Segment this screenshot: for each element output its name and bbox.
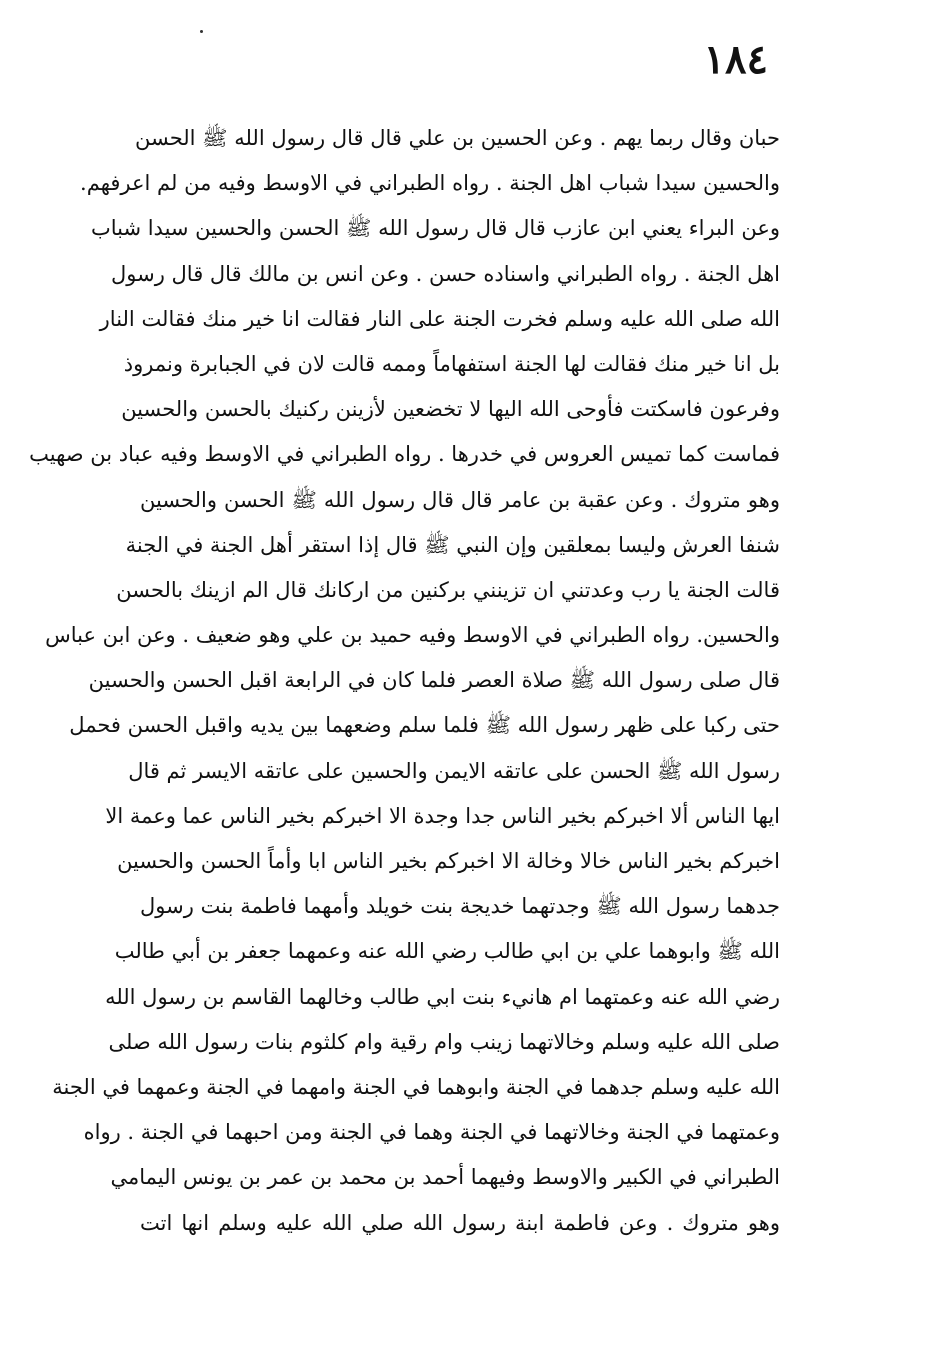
text-line: جدهما رسول الله ﷺ وجدتهما خديجة بنت خويلد وأمهما فاطمة بنت رسول (140, 894, 780, 919)
text-line: صلى الله عليه وسلم وخالاتهما زينب وام رقية وام كلثوم بنات رسول الله صلى (108, 1029, 780, 1054)
text-line: رسول الله ﷺ الحسن على عاتقه الايمن والحسين على عاتقه الايسر ثم قال (128, 758, 780, 783)
text-line: وعن البراء يعني ابن عازب قال قال رسول الله ﷺ الحسن والحسين سيدا شباب (90, 216, 780, 241)
text-line: الله ﷺ وابوهما علي بن ابي طالب رضي الله عنه وعمهما جعفر بن أبي طالب (114, 939, 780, 964)
text-line: بل انا خير منك فقالت لها الجنة استفهاماً وممه قالت لان في الجبابرة ونمروذ (123, 351, 780, 376)
text-line: والحسين. رواه الطبراني في الاوسط وفيه حميد بن علي وهو ضعيف . وعن ابن عباس (45, 623, 780, 648)
page-number: ١٨٤ (703, 36, 768, 83)
text-line: وهو متروك . وعن فاطمة ابنة رسول الله صلي الله عليه وسلم انها اتت (140, 1210, 780, 1235)
text-line: رضي الله عنه وعمتهما ام هانيء بنت ابي طالب وخالهما القاسم بن رسول الله (105, 984, 780, 1009)
text-line: ايها الناس ألا اخبركم بخير الناس جدا وجدة الا اخبركم بخير الناس عما وعمة الا (105, 803, 780, 828)
text-line: قالت الجنة يا رب وعدتني ان تزينني بركنين من اركانك قال الم ازينك بالحسن (116, 577, 780, 602)
text-line: حتى ركبا على ظهر رسول الله ﷺ فلما سلم وضعهما بين يديه واقبل الحسن فحمل (69, 713, 780, 738)
text-line: الله صلى الله عليه وسلم فخرت الجنة على النار فقالت انا خير منك فقالت النار (99, 306, 780, 331)
text-line: حبان وقال ربما يهم . وعن الحسين بن علي قال قال رسول الله ﷺ الحسن (134, 126, 780, 150)
text-line: وهو متروك . وعن عقبة بن عامر قال قال رسول الله ﷺ الحسن والحسين (140, 487, 780, 512)
text-line: الله عليه وسلم جدهما في الجنة وابوهما في الجنة وامهما في الجنة وعمهما في الجنة (52, 1074, 780, 1099)
text-line: اخبركم بخير الناس خالا وخالة الا اخبركم بخير الناس ابا وأماً الحسن والحسين (117, 849, 780, 873)
text-line: وفرعون فاسكتت فأوحى الله اليها لا تخضعين لأزينن ركنيك بالحسن والحسين (121, 397, 780, 422)
text-line: وعمتهما في الجنة وخالاتهما في الجنة وهما في الجنة ومن احبهما في الجنة . رواه (83, 1120, 780, 1145)
text-line: والحسين سيدا شباب اهل الجنة . رواه الطبراني في الاوسط وفيه من لم اعرفهم. (80, 171, 780, 196)
text-line: فماست كما تميس العروس في خدرها . رواه الطبراني في الاوسط وفيه عباد بن صهيب (29, 442, 780, 467)
text-line: قال صلى رسول الله ﷺ صلاة العصر فلما كان في الرابعة اقبل الحسن والحسين (88, 668, 780, 693)
text-line: شنفا العرش وليسا بمعلقين وإن النبي ﷺ قال إذا استقر أهل الجنة في الجنة (125, 532, 780, 557)
text-line: اهل الجنة . رواه الطبراني واسناده حسن . وعن انس بن مالك قال قال رسول (111, 261, 780, 286)
text-line: الطبراني في الكبير والاوسط وفيهما أحمد بن محمد بن عمر بن يونس اليمامي (110, 1165, 780, 1190)
text-body (29, 116, 780, 1246)
ink-speck (200, 30, 203, 33)
